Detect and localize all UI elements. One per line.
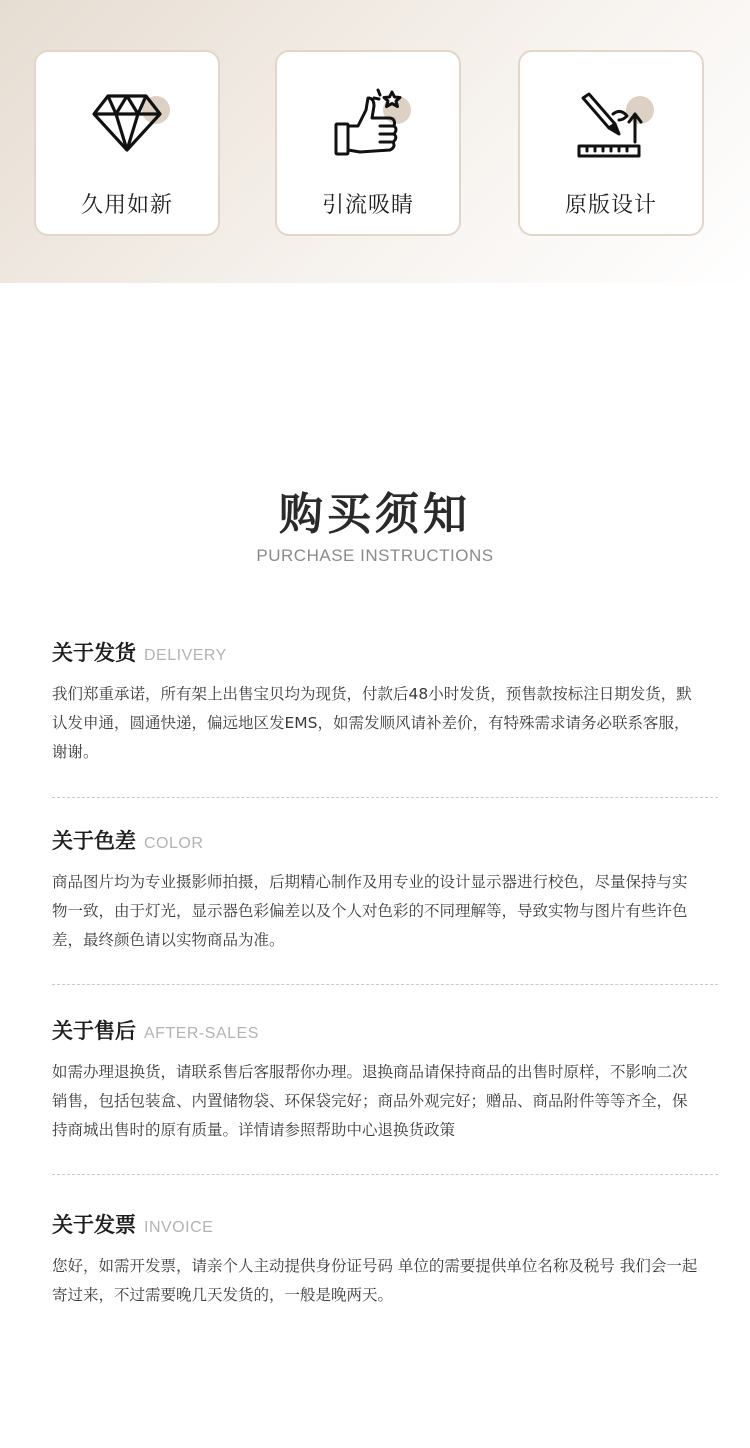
section-heading [52, 636, 702, 670]
section-body: 我们郑重承诺，所有架上出售宝贝均为现货，付款后48小时发货，预售款按标注日期发货，默认发申通，圆通快递，偏远地区发EMS，如需发顺风请补差价，有特殊需求请务必联系客服，谢谢。 [52, 685, 692, 761]
section-after-sales [52, 1014, 702, 1145]
section-body: 商品图片均为专业摄影师拍摄，后期精心制作及用专业的设计显示器进行校色，尽量保持与实物一致，由于灯光，显示器色彩偏差以及个人对色彩的不同理解等，导致实物与图片有些许色差，最终颜色请以实物商品为准。 [52, 873, 688, 949]
dashed-divider [52, 797, 718, 798]
section-heading [52, 1014, 702, 1048]
feature-card-eye-catching [275, 50, 461, 236]
feature-label: 原版设计 [564, 193, 657, 218]
section-title-cn: 关于色差 [52, 829, 136, 853]
section-title-cn: 关于发货 [52, 641, 136, 665]
section-title-en: COLOR [144, 835, 204, 852]
section-title-en: INVOICE [144, 1219, 214, 1236]
page-title: 购买须知 [279, 489, 471, 540]
section-title-cn: 关于发票 [52, 1213, 136, 1237]
section-invoice [52, 1208, 702, 1310]
section-body: 您好，如需开发票，请亲个人主动提供身份证号码 单位的需要提供单位名称及税号 我们会一起寄过来，不过需要晚几天发货的，一般是晚两天。 [52, 1257, 698, 1304]
thumbs-up-icon [330, 86, 406, 162]
section-body: 如需办理退换货，请联系售后客服帮你办理。退换商品请保持商品的出售时原样，不影响二次销售，包括包装盒、内置储物袋、环保袋完好；商品外观完好；赠品、商品附件等等齐全，保持商城出售时的原有质量。详情请参照帮助中心退换货政策 [52, 1063, 688, 1139]
feature-banner [0, 0, 750, 283]
section-title-en: AFTER-SALES [144, 1025, 259, 1042]
design-pencil-ruler-icon [575, 90, 647, 162]
feature-label: 久用如新 [80, 193, 173, 218]
dashed-divider [52, 984, 718, 985]
section-color [52, 824, 702, 955]
page-subtitle: PURCHASE INSTRUCTIONS [256, 546, 494, 565]
feature-card-durable [34, 50, 220, 236]
feature-label: 引流吸睛 [321, 193, 414, 218]
feature-card-original-design [518, 50, 704, 236]
section-title-en: DELIVERY [144, 647, 227, 664]
section-title-cn: 关于售后 [52, 1019, 136, 1043]
dashed-divider [52, 1174, 718, 1175]
section-heading [52, 1208, 702, 1242]
section-delivery [52, 636, 702, 767]
section-heading [52, 824, 702, 858]
diamond-icon [92, 90, 162, 154]
